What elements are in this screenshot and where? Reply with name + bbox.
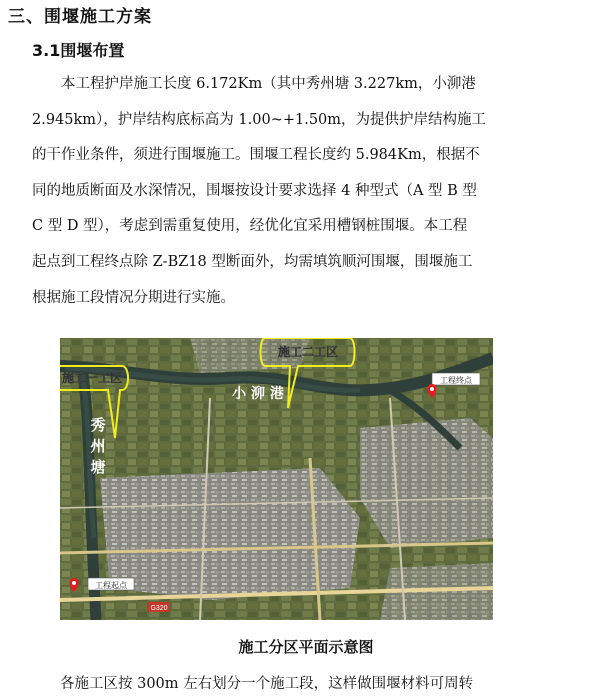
end-point-label: 工程终点	[440, 376, 472, 385]
start-point-label: 工程起点	[95, 581, 127, 590]
paragraph-line: 同的地质断面及水深情况，围堰按设计要求选择 4 种型式（A 型 B 型	[32, 182, 477, 199]
paragraph-line: 各施工区按 300m 左右划分一个施工段，这样做围堰材料可周转	[60, 676, 474, 692]
paragraph-line: 的干作业条件，须进行围堰施工。围堰工程长度约 5.984Km，根据不	[32, 147, 480, 164]
river-label-xiuzhoutang-1: 秀	[90, 416, 106, 434]
construction-zone-map	[60, 338, 493, 620]
paragraph-line: 2.945km），护岸结构底标高为 1.00~+1.50m，为提供护岸结构施工	[32, 111, 487, 128]
section-heading: 三、围堰施工方案	[8, 7, 152, 27]
paragraph-line: C 型 D 型），考虑到需重复使用，经优化宜采用槽钢桩围堰。本工程	[32, 218, 468, 235]
zone1-label: 施工一工区	[61, 371, 123, 385]
paragraph-line: 起点到工程终点除 Z-BZ18 型断面外，均需填筑顺河围堰，围堰施工	[32, 253, 473, 270]
paragraph-line: 本工程护岸施工长度 6.172Km（其中秀州塘 3.227km，小泖港	[61, 76, 476, 92]
river-label-xiuzhoutang-3: 塘	[90, 458, 106, 476]
river-label-xiaomaogang: 小 泖 港	[232, 386, 284, 402]
figure-caption: 施工分区平面示意图	[238, 638, 374, 656]
zone2-label: 施工二工区	[277, 345, 339, 359]
paragraph-line: 根据施工段情况分期进行实施。	[32, 289, 235, 306]
river-label-xiuzhoutang-2: 州	[90, 437, 106, 455]
road-g320-label: G320	[150, 605, 168, 612]
body-paragraph	[32, 67, 594, 316]
satellite-map-image	[60, 338, 493, 620]
subsection-heading: 3.1围堰布置	[32, 41, 125, 60]
